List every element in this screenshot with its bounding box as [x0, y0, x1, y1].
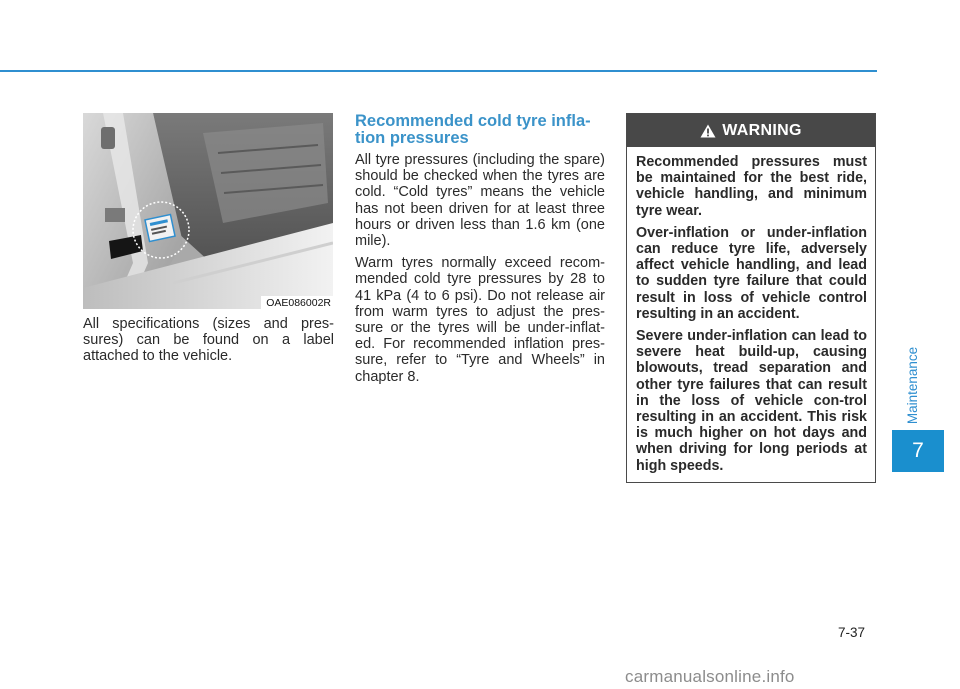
warning-header: [627, 114, 875, 147]
label-location-text: All specifications (sizes and pres-sures) can be found on a label attached to the vehicle.: [83, 316, 334, 365]
chapter-tab-label: [898, 340, 928, 430]
warning-title: WARNING: [722, 121, 802, 139]
warning-box: [626, 113, 876, 483]
chapter-tab-number: 7: [892, 430, 944, 472]
watermark-text: carmanualsonline.info: [625, 666, 795, 686]
figure-code: OAE086002R: [261, 296, 333, 309]
header-rule: [0, 70, 877, 72]
door-pillar-photo: [83, 113, 333, 309]
page-number: 7-37: [838, 625, 866, 640]
warm-tyre-paragraph: Warm tyres normally exceed recom-mended cold tyre pressures by 28 to 41 kPa (4 to 6 psi). Do not release air from warm tyres to adjust the pres-sure or the tyres will be under-inflat-ed. For recommended inflation pres-sure, refer to “Tyre and Wheels” in chapter 8.: [355, 255, 605, 385]
warning-body: [627, 147, 875, 474]
cold-tyre-paragraph: All tyre pressures (including the spare) should be checked when the tyres are cold. “Cold tyres” means the vehicle has not been driven for at least three hours or driven less than 1.6 km (one mile).: [355, 152, 605, 250]
section-body: [355, 152, 605, 391]
chapter-tab-text: Maintenance: [905, 346, 921, 424]
warning-paragraph: Recommended pressures must be maintained for the best ride, vehicle handling, and minimum tyre wear.: [636, 154, 867, 219]
warning-paragraph: Severe under-inflation can lead to severe heat build-up, causing blowouts, tread separation and other tyre failures that can result in the loss of vehicle con-trol resulting in an accident. This risk is much higher on hot days and when driving for long periods at high speeds.: [636, 328, 867, 474]
warning-triangle-icon: [700, 124, 716, 138]
warning-paragraph: Over-inflation or under-inflation can reduce tyre life, adversely affect vehicle handling, and lead to sudden tyre failure that could result in loss of vehicle control resulting in an accident.: [636, 224, 867, 322]
section-heading: Recommended cold tyre infla-tion pressures: [355, 112, 591, 147]
door-pillar-illustration: [83, 113, 333, 309]
